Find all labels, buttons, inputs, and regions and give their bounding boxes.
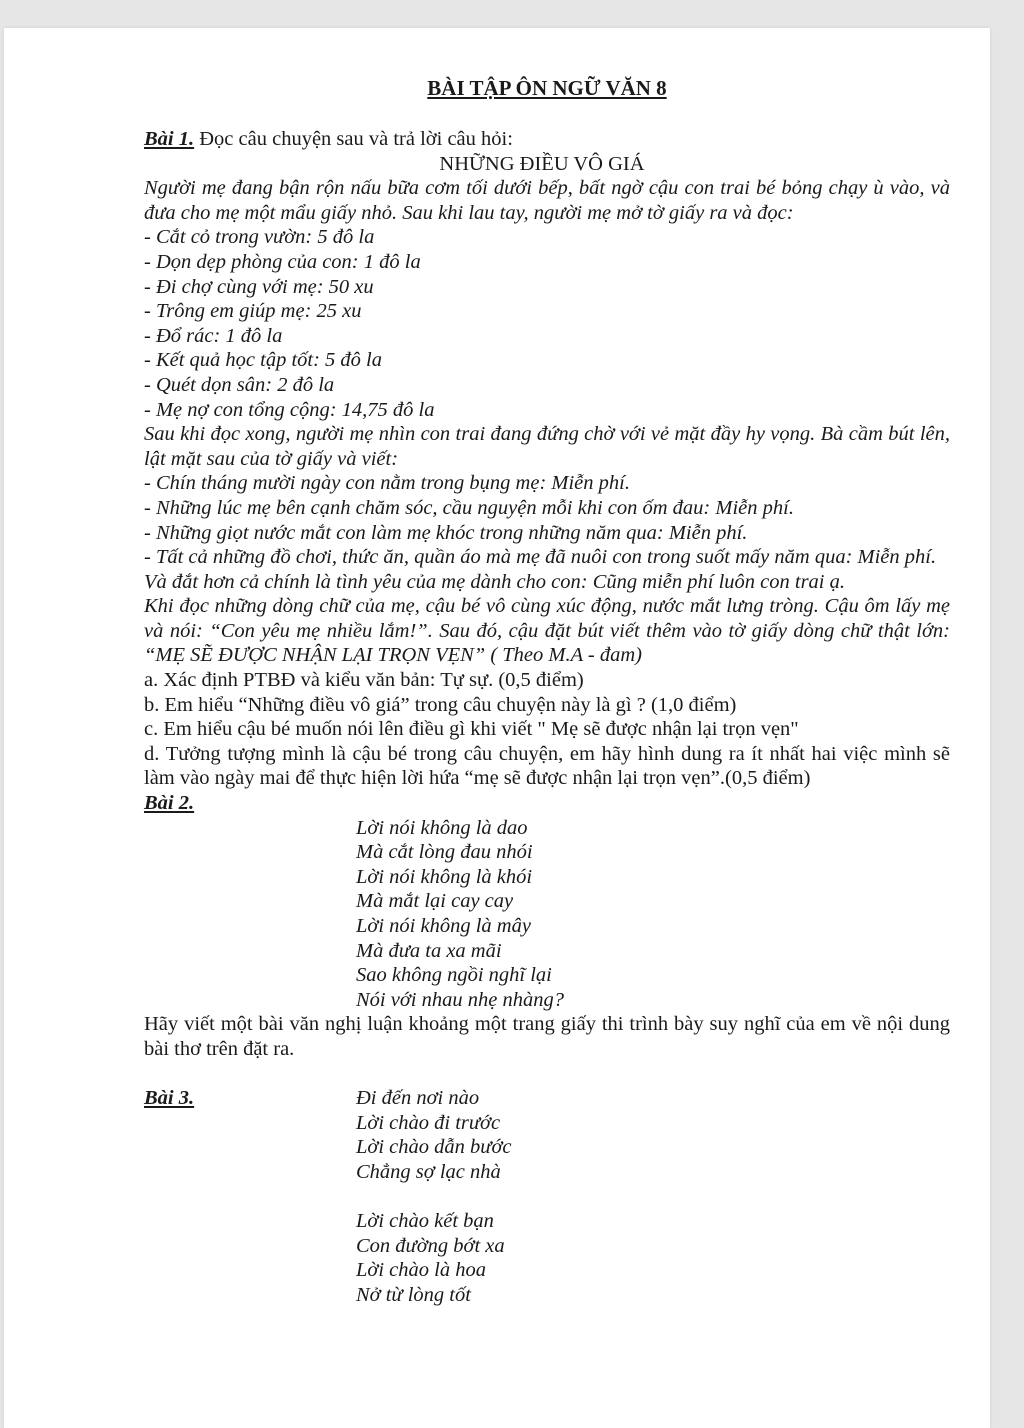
- poem-line: Nói với nhau nhẹ nhàng?: [356, 988, 564, 1011]
- story-list-item: - Đổ rác: 1 đô la: [144, 324, 283, 347]
- bai1-label: Bài 1.: [144, 128, 195, 150]
- story-title: NHỮNG ĐIỀU VÔ GIÁ: [439, 152, 645, 175]
- poem-line: Chẳng sợ lạc nhà: [356, 1160, 501, 1183]
- question-d: d. Tưởng tượng mình là cậu bé trong câu chuyện, em hãy hình dung ra ít nhất hai việc mình sẽ làm vào ngày mai để thực hiện lời hứa “mẹ sẽ được nhận lại trọn vẹn”.(0,5 điểm): [144, 742, 950, 790]
- story-list-item: - Đi chợ cùng với mẹ: 50 xu: [144, 275, 374, 298]
- story-list-item: - Mẹ nợ con tổng cộng: 14,75 đô la: [144, 398, 435, 421]
- story-list-item: - Kết quả học tập tốt: 5 đô la: [144, 349, 383, 372]
- story-paragraph-4: Khi đọc những dòng chữ của mẹ, cậu bé vô cùng xúc động, nước mắt lưng tròng. Cậu ôm lấy mẹ và nói: “Con yêu mẹ nhiều lắm!”. Sau đó, cậu đặt bút viết thêm vào tờ giấy dòng chữ thật lớn: “MẸ SẼ ĐƯỢC NHẬN LẠI TRỌN VẸN” ( Theo M.A - đam): [144, 595, 950, 667]
- story-list-item: - Quét dọn sân: 2 đô la: [144, 373, 335, 396]
- poem-line: Mà đưa ta xa mãi: [356, 939, 502, 962]
- poem-line: Lời chào dẫn bước: [356, 1136, 512, 1159]
- story-paragraph-2: Sau khi đọc xong, người mẹ nhìn con trai đang đứng chờ với vẻ mặt đầy hy vọng. Bà cầm bút lên, lật mặt sau của tờ giấy và viết:: [144, 423, 950, 470]
- poem-line: Lời nói không là khói: [356, 865, 533, 888]
- bai2-poem: [144, 816, 950, 1013]
- story-list-item: - Trông em giúp mẹ: 25 xu: [144, 300, 362, 323]
- bai3-label: Bài 3.: [144, 1087, 195, 1110]
- question-c: c. Em hiểu cậu bé muốn nói lên điều gì khi viết " Mẹ sẽ được nhận lại trọn vẹn": [144, 718, 799, 741]
- poem-line: Lời nói không là mây: [356, 915, 531, 937]
- document-body: [144, 127, 950, 1308]
- bai2-task: Hãy viết một bài văn nghị luận khoảng một trang giấy thi trình bày suy nghĩ của em về nội dung bài thơ trên đặt ra.: [144, 1013, 950, 1060]
- bai3-poem-stanza-2: [144, 1209, 950, 1307]
- story-paragraph-1: Người mẹ đang bận rộn nấu bữa cơm tối dưới bếp, bất ngờ cậu con trai bé bỏng chạy ù vào, và đưa cho mẹ một mẩu giấy nhỏ. Sau khi lau tay, người mẹ mở tờ giấy ra và đọc:: [144, 177, 950, 224]
- bai3-poem-stanza-1: [144, 1086, 950, 1184]
- story-list-item: - Những lúc mẹ bên cạnh chăm sóc, cầu nguyện mỗi khi con ốm đau: Miễn phí.: [144, 496, 794, 519]
- bai1-heading: [144, 127, 950, 152]
- document-page: [4, 28, 990, 1428]
- poem-line: Sao không ngồi nghĩ lại: [356, 964, 552, 987]
- poem-line: Mà cắt lòng đau nhói: [356, 841, 533, 864]
- story-paragraph-3: Và đắt hơn cả chính là tình yêu của mẹ dành cho con: Cũng miễn phí luôn con trai ạ.: [144, 570, 845, 593]
- bai2-label: Bài 2.: [144, 792, 195, 815]
- poem-line: Nở từ lòng tốt: [356, 1283, 471, 1306]
- bai1-intro: Đọc câu chuyện sau và trả lời câu hỏi:: [194, 128, 513, 150]
- poem-line: Mà mắt lại cay cay: [356, 890, 514, 913]
- story-list-item: - Chín tháng mười ngày con nằm trong bụng mẹ: Miễn phí.: [144, 472, 630, 495]
- question-a: a. Xác định PTBĐ và kiểu văn bản: Tự sự. (0,5 điểm): [144, 669, 584, 692]
- poem-line: Lời chào đi trước: [356, 1111, 501, 1134]
- story-list-item: - Tất cả những đồ chơi, thức ăn, quần áo mà mẹ đã nuôi con trong suốt mấy năm qua: Miễn phí.: [144, 546, 937, 569]
- poem-line: Con đường bớt xa: [356, 1234, 505, 1257]
- document-title: BÀI TẬP ÔN NGỮ VĂN 8: [427, 76, 667, 100]
- poem-line: Lời chào là hoa: [356, 1259, 486, 1282]
- question-b: b. Em hiểu “Những điều vô giá” trong câu chuyện này là gì ? (1,0 điểm): [144, 693, 737, 716]
- poem-line: Lời nói không là dao: [356, 816, 528, 839]
- story-list-item: - Những giọt nước mắt con làm mẹ khóc trong những năm qua: Miễn phí.: [144, 521, 748, 544]
- poem-line: Đi đến nơi nào: [356, 1087, 480, 1110]
- poem-line: Lời chào kết bạn: [356, 1210, 494, 1233]
- story-list-item: - Dọn dẹp phòng của con: 1 đô la: [144, 250, 421, 273]
- story-list-item: - Cắt cỏ trong vườn: 5 đô la: [144, 226, 375, 249]
- bai3-section: [144, 1086, 950, 1307]
